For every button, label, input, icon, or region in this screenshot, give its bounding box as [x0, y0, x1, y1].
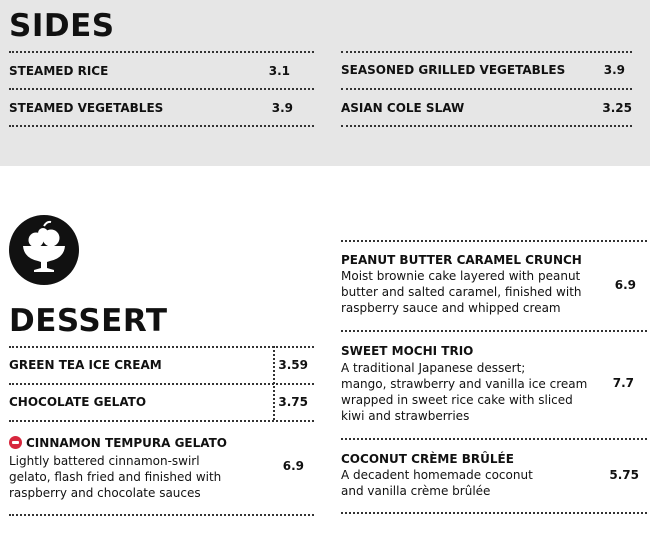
menu-item-price: 3.9 — [603, 63, 625, 77]
divider — [341, 512, 647, 514]
menu-item-name: STEAMED RICE — [9, 64, 109, 78]
menu-item-name: SEASONED GRILLED VEGETABLES — [341, 63, 566, 77]
featured-badge-icon — [9, 436, 22, 449]
menu-item-description: A traditional Japanese dessert; mango, strawberry and vanilla ice cream wrapped in sweet rice cake with sliced kiwi and strawberries — [341, 361, 588, 423]
divider — [9, 346, 314, 348]
divider — [9, 125, 314, 127]
divider — [341, 240, 647, 242]
divider — [341, 88, 632, 90]
menu-item-description: Lightly battered cinnamon-swirl gelato, flash fried and finished with raspberry and chocolate sauces — [9, 454, 222, 500]
divider — [9, 51, 314, 53]
divider — [341, 330, 647, 332]
ice-cream-sundae-icon — [9, 215, 79, 285]
divider — [341, 51, 632, 53]
menu-item-description: Moist brownie cake layered with peanut butter and salted caramel, finished with raspberry sauce and whipped cream — [341, 269, 582, 315]
menu-item-price: 3.25 — [602, 101, 632, 115]
menu-item-price: 3.75 — [278, 395, 308, 409]
menu-item-price: 6.9 — [282, 459, 304, 473]
menu-item-price: 6.9 — [614, 278, 636, 292]
menu-item-price: 5.75 — [609, 468, 639, 482]
menu-item-name: ASIAN COLE SLAW — [341, 101, 465, 115]
menu-item-price: 7.7 — [612, 376, 634, 390]
menu-item-description: A decadent homemade coconut and vanilla crème brûlée — [341, 468, 533, 498]
menu-item-name: CINNAMON TEMPURA GELATO — [26, 436, 228, 450]
divider — [9, 88, 314, 90]
menu-item-name: STEAMED VEGETABLES — [9, 101, 164, 115]
menu-item-name: COCONUT CRÈME BRÛLÉE — [341, 452, 514, 466]
menu-item-name: PEANUT BUTTER CARAMEL CRUNCH — [341, 253, 582, 267]
divider — [9, 383, 314, 385]
menu-item-name: SWEET MOCHI TRIO — [341, 344, 474, 358]
divider — [341, 125, 632, 127]
divider — [9, 420, 314, 422]
dessert-title: DESSERT — [9, 303, 168, 339]
divider — [341, 438, 647, 440]
menu-item-price: 3.59 — [278, 358, 308, 372]
menu-item-name: GREEN TEA ICE CREAM — [9, 358, 162, 372]
divider — [9, 514, 314, 516]
sides-title: SIDES — [9, 8, 115, 44]
menu-item-price: 3.9 — [271, 101, 293, 115]
menu-item-price: 3.1 — [268, 64, 290, 78]
menu-item-name: CHOCOLATE GELATO — [9, 395, 147, 409]
